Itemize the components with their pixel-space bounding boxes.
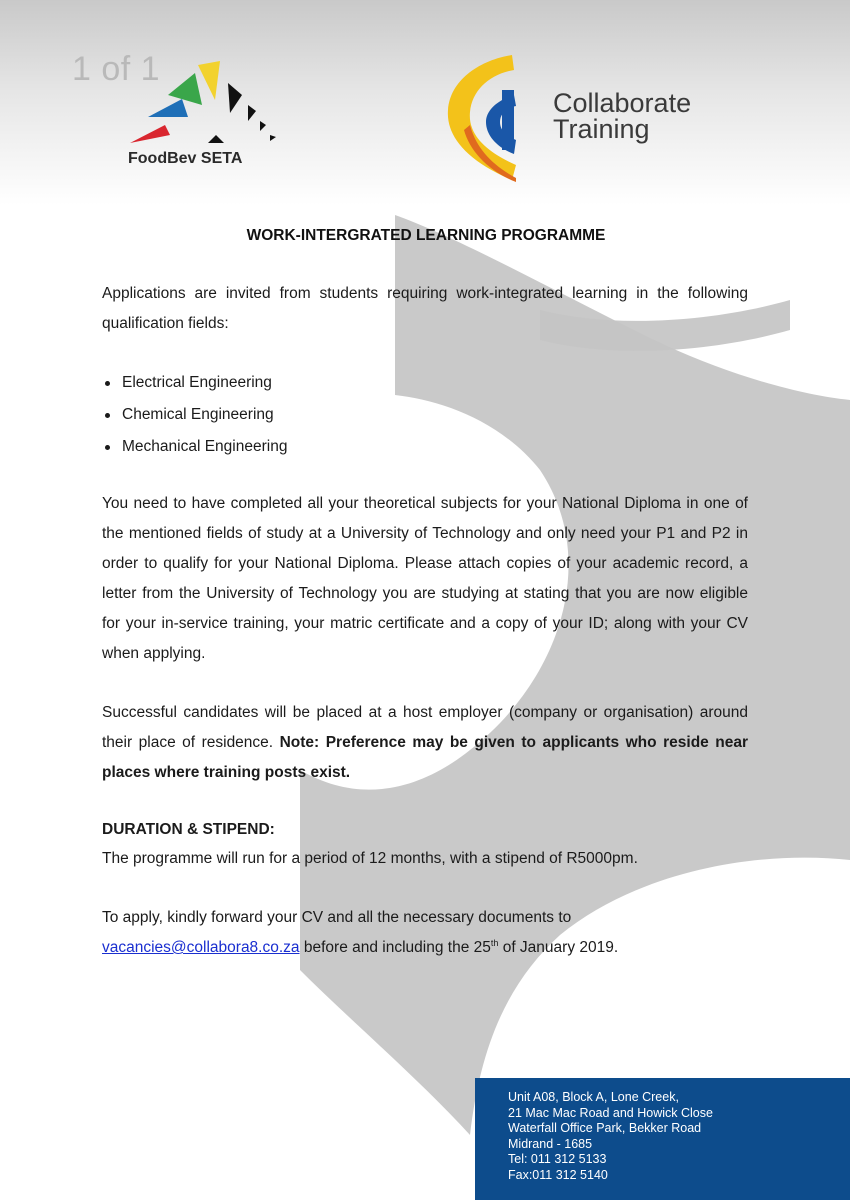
collaborate-training-logo-icon	[440, 50, 520, 185]
list-item	[102, 399, 287, 431]
deadline-text: before and including the 25	[303, 939, 491, 956]
address-line: 21 Mac Mac Road and Howick Close	[508, 1105, 713, 1120]
deadline-suffix: th	[490, 937, 499, 948]
list-item	[102, 367, 287, 399]
duration-paragraph: The programme will run for a period of 12 months, with a stipend of R5000pm.	[102, 850, 638, 867]
page-indicator: 1 of 1	[72, 50, 161, 88]
fax-line: Fax:011 312 5140	[508, 1167, 608, 1182]
list-item	[102, 431, 287, 463]
contact-address-box	[475, 1078, 850, 1200]
collab-name-line2: Training	[553, 114, 650, 144]
intro-paragraph: Applications are invited from students requiring work-integrated learning in the following qualification fields:	[102, 285, 748, 332]
list-item-label: Chemical Engineering	[122, 406, 274, 423]
phone-line: Tel: 011 312 5133	[508, 1152, 607, 1166]
list-item-label: Mechanical Engineering	[122, 438, 288, 455]
address-line: Midrand - 1685	[508, 1136, 593, 1151]
bullet-icon	[105, 413, 110, 418]
placement-paragraph	[102, 698, 748, 788]
address-line: Waterfall Office Park, Bekker Road	[508, 1121, 702, 1135]
bullet-icon	[105, 445, 110, 450]
document-title: WORK-INTERGRATED LEARNING PROGRAMME	[246, 227, 606, 244]
placement-note: Note: Preference may be given to applicants who reside near places where training posts exist.	[102, 734, 749, 781]
address-line: Unit A08, Block A, Lone Creek,	[508, 1090, 679, 1104]
collaborate-training-name	[553, 90, 773, 142]
duration-heading: DURATION & STIPEND:	[102, 821, 275, 838]
foodbev-seta-name: FoodBev SETA	[128, 150, 243, 167]
apply-paragraph	[102, 903, 748, 963]
requirements-paragraph: You need to have completed all your theoretical subjects for your National Diploma in one of the mentioned fields of study at a University of Technology and only need your P1 and P2 in order to qualify for your National Diploma. Please attach copies of your academic record, a letter from the University of Technology you are studying at stating that you are now eligible for your in-service training, your matric certificate and a copy of your ID; along with your CV when applying.	[102, 495, 748, 662]
placement-text: Successful candidates will be placed at a host employer (company or organisation) around their place of residence.	[102, 704, 748, 751]
collab-name-line1: Collaborate	[553, 88, 692, 118]
email-link[interactable]: vacancies@collabora8.co.za	[102, 939, 300, 956]
apply-text: To apply, kindly forward your CV and all the necessary documents to	[102, 909, 572, 926]
deadline-text-end: of January 2019.	[502, 939, 619, 956]
qualification-list	[102, 367, 287, 463]
bullet-icon	[105, 381, 110, 386]
list-item-label: Electrical Engineering	[122, 374, 272, 391]
